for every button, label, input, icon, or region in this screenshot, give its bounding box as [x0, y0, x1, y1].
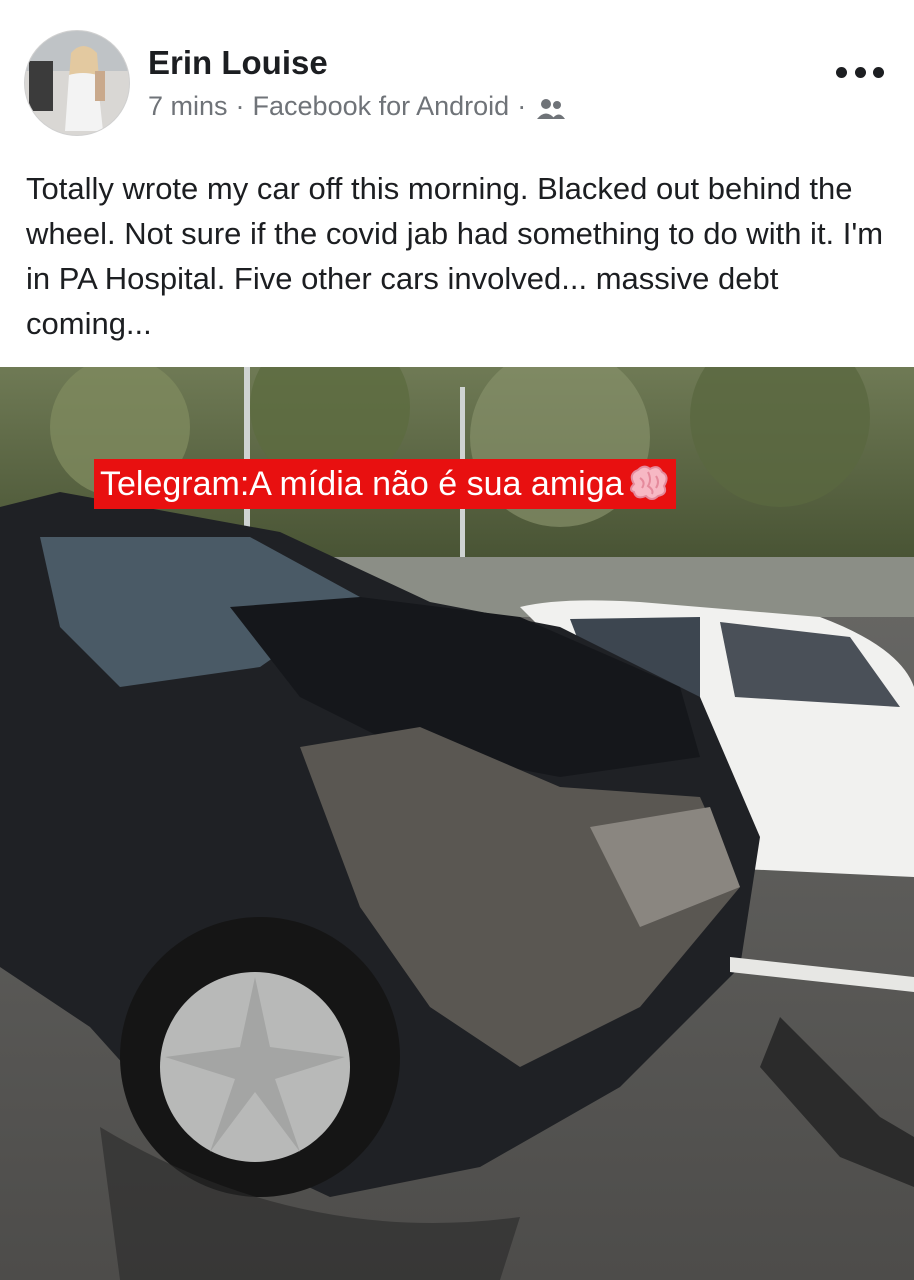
post-source: Facebook for Android	[252, 91, 510, 121]
meta-separator: ·	[235, 91, 245, 121]
friends-icon[interactable]	[536, 96, 566, 118]
brain-icon	[626, 464, 670, 504]
post-text: Totally wrote my car off this morning. Blacked out behind the wheel. Not sure if the covid jab had something to do with it. I'm in PA Hospital. Five other cars involved... massive debt coming...	[26, 171, 884, 341]
meta-separator: ·	[517, 91, 527, 121]
more-options-icon[interactable]	[836, 52, 884, 92]
author-avatar[interactable]	[24, 30, 130, 136]
telegram-watermark	[94, 459, 676, 509]
author-name[interactable]: Erin Louise	[148, 44, 328, 81]
watermark-text: Telegram:A mídia não é sua amiga	[100, 465, 624, 503]
post-header	[0, 0, 914, 160]
avatar-photo-icon	[25, 31, 129, 135]
post-meta	[148, 91, 566, 122]
post-time[interactable]: 7 mins	[148, 91, 228, 121]
